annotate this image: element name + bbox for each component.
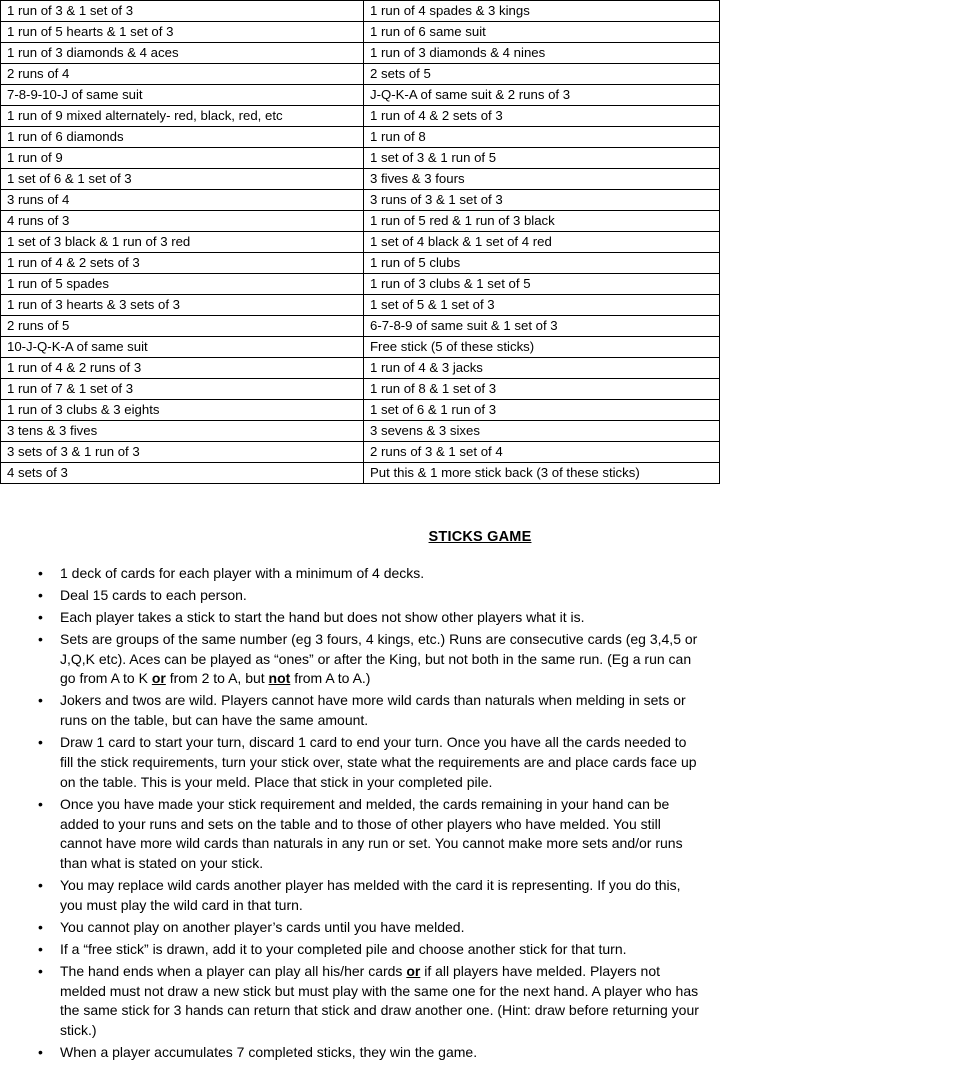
table-row: [1, 253, 720, 274]
table-cell: 6-7-8-9 of same suit & 1 set of 3: [364, 316, 720, 337]
table-row: [1, 106, 720, 127]
rule-item: [0, 608, 960, 628]
rule-item: [0, 691, 960, 731]
table-cell: 1 run of 4 spades & 3 kings: [364, 1, 720, 22]
rule-item: [0, 733, 960, 793]
table-cell: 1 set of 3 & 1 run of 5: [364, 148, 720, 169]
table-row: [1, 337, 720, 358]
rule-item: [0, 1043, 960, 1063]
table-row: [1, 463, 720, 484]
rule-item: [0, 962, 960, 1042]
table-row: [1, 127, 720, 148]
rule-text: Sets are groups of the same number (eg 3 fours, 4 kings, etc.) Runs are consecutive cards (eg 3,4,5 or J,Q,K etc). Aces can be played as “ones” or after the King, but not both in the same run. (Eg a run can go from A to K: [60, 630, 698, 687]
table-body: [1, 1, 720, 484]
table-row: [1, 169, 720, 190]
table-cell: 1 run of 3 clubs & 3 eights: [1, 400, 364, 421]
table-row: [1, 232, 720, 253]
rule-text: from A to A.): [290, 670, 371, 687]
table-cell: 1 run of 7 & 1 set of 3: [1, 379, 364, 400]
table-cell: 2 runs of 3 & 1 set of 4: [364, 442, 720, 463]
table-cell: 1 set of 6 & 1 run of 3: [364, 400, 720, 421]
table-cell: 1 run of 4 & 2 sets of 3: [364, 106, 720, 127]
rule-item: [0, 586, 960, 606]
table-cell: 1 run of 8 & 1 set of 3: [364, 379, 720, 400]
table-cell: 1 run of 3 hearts & 3 sets of 3: [1, 295, 364, 316]
table-cell: 3 runs of 4: [1, 190, 364, 211]
rule-text: Jokers and twos are wild. Players cannot have more wild cards than naturals when melding in sets or runs on the table, but can have the same amount.: [60, 692, 686, 729]
rule-text: The hand ends when a player can play all his/her cards: [60, 962, 407, 979]
table-cell: 1 run of 5 hearts & 1 set of 3: [1, 22, 364, 43]
rule-item: [0, 795, 960, 875]
table-row: [1, 421, 720, 442]
rule-emphasis: or: [406, 962, 421, 979]
table-cell: 1 run of 4 & 2 runs of 3: [1, 358, 364, 379]
table-row: [1, 274, 720, 295]
table-row: [1, 85, 720, 106]
rule-emphasis: or: [151, 670, 166, 687]
table-cell: 3 sevens & 3 sixes: [364, 421, 720, 442]
table-cell: 10-J-Q-K-A of same suit: [1, 337, 364, 358]
table-cell: 1 run of 5 spades: [1, 274, 364, 295]
rule-text: Draw 1 card to start your turn, discard 1 card to end your turn. Once you have all the cards needed to fill the stick requirements, turn your stick over, state what the requirements are and place cards face up on the table. This is your meld. Place that stick in your completed pile.: [60, 734, 697, 790]
table-cell: 4 sets of 3: [1, 463, 364, 484]
rule-text: You cannot play on another player’s cards until you have melded.: [60, 918, 465, 935]
stick-requirements-table: [0, 0, 720, 484]
rule-text: Deal 15 cards to each person.: [60, 586, 247, 603]
table-row: [1, 43, 720, 64]
rule-emphasis: not: [268, 670, 291, 687]
table-row: [1, 379, 720, 400]
table-cell: 7-8-9-10-J of same suit: [1, 85, 364, 106]
bottom-spacer: [0, 1065, 960, 1075]
table-cell: 3 runs of 3 & 1 set of 3: [364, 190, 720, 211]
page-title: STICKS GAME: [428, 529, 532, 545]
table-row: [1, 1, 720, 22]
rule-text: Each player takes a stick to start the hand but does not show other players what it is.: [60, 608, 585, 625]
table-cell: 1 run of 4 & 3 jacks: [364, 358, 720, 379]
rule-item: [0, 564, 960, 584]
rule-text: 1 deck of cards for each player with a minimum of 4 decks.: [60, 565, 425, 581]
table-cell: 1 run of 9: [1, 148, 364, 169]
rule-item: [0, 918, 960, 938]
rule-text: Once you have made your stick requirement and melded, the cards remaining in your hand can be added to your runs and sets on the table and to those of other players who have melded. You still cannot have more wild cards than naturals in any run or set. You cannot make more sets and/or runs than what is stated on your stick.: [60, 795, 683, 872]
table-cell: 3 tens & 3 fives: [1, 421, 364, 442]
table-row: [1, 400, 720, 421]
rule-text: from 2 to A, but: [165, 670, 269, 687]
table-cell: Put this & 1 more stick back (3 of these sticks): [364, 463, 720, 484]
table-cell: 3 sets of 3 & 1 run of 3: [1, 442, 364, 463]
rule-text: When a player accumulates 7 completed sticks, they win the game.: [60, 1044, 478, 1061]
table-cell: 2 runs of 5: [1, 316, 364, 337]
table-row: [1, 148, 720, 169]
rule-item: [0, 630, 960, 690]
table-cell: 1 set of 4 black & 1 set of 4 red: [364, 232, 720, 253]
section-heading: [0, 528, 960, 546]
table-row: [1, 442, 720, 463]
table-cell: 1 run of 3 clubs & 1 set of 5: [364, 274, 720, 295]
rule-text: You may replace wild cards another player has melded with the card it is representing. If you do this, you must play the wild card in that turn.: [60, 877, 681, 913]
table-cell: 1 run of 3 diamonds & 4 nines: [364, 43, 720, 64]
table-cell: 1 run of 3 & 1 set of 3: [1, 1, 364, 22]
table-cell: 2 sets of 5: [364, 64, 720, 85]
table-cell: 1 run of 4 & 2 sets of 3: [1, 253, 364, 274]
table-row: [1, 190, 720, 211]
table-row: [1, 22, 720, 43]
table-cell: 4 runs of 3: [1, 211, 364, 232]
table-cell: 1 run of 6 same suit: [364, 22, 720, 43]
table-cell: 1 run of 3 diamonds & 4 aces: [1, 43, 364, 64]
table-row: [1, 358, 720, 379]
table-cell: 1 run of 6 diamonds: [1, 127, 364, 148]
table-cell: 1 run of 9 mixed alternately- red, black, red, etc: [1, 106, 364, 127]
rules-list: [0, 564, 960, 1063]
table-row: [1, 316, 720, 337]
rule-text: if all players have melded. Players not melded must not draw a new stick but must play with the same one for the next hand. A player who has the same stick for 3 hands can return that stick and draw another one. (Hint: draw before returning your stick.): [60, 962, 699, 1039]
table-cell: 1 set of 6 & 1 set of 3: [1, 169, 364, 190]
table-row: [1, 64, 720, 85]
table-cell: 3 fives & 3 fours: [364, 169, 720, 190]
table-cell: 1 run of 8: [364, 127, 720, 148]
rule-text: If a “free stick” is drawn, add it to your completed pile and choose another stick for that turn.: [60, 940, 627, 957]
table-cell: 1 run of 5 red & 1 run of 3 black: [364, 211, 720, 232]
table-cell: 1 run of 5 clubs: [364, 253, 720, 274]
table-cell: J-Q-K-A of same suit & 2 runs of 3: [364, 85, 720, 106]
rule-item: [0, 876, 960, 916]
rule-item: [0, 940, 960, 960]
table-row: [1, 295, 720, 316]
table-cell: 2 runs of 4: [1, 64, 364, 85]
table-cell: 1 set of 5 & 1 set of 3: [364, 295, 720, 316]
table-row: [1, 211, 720, 232]
table-cell: 1 set of 3 black & 1 run of 3 red: [1, 232, 364, 253]
table-cell: Free stick (5 of these sticks): [364, 337, 720, 358]
